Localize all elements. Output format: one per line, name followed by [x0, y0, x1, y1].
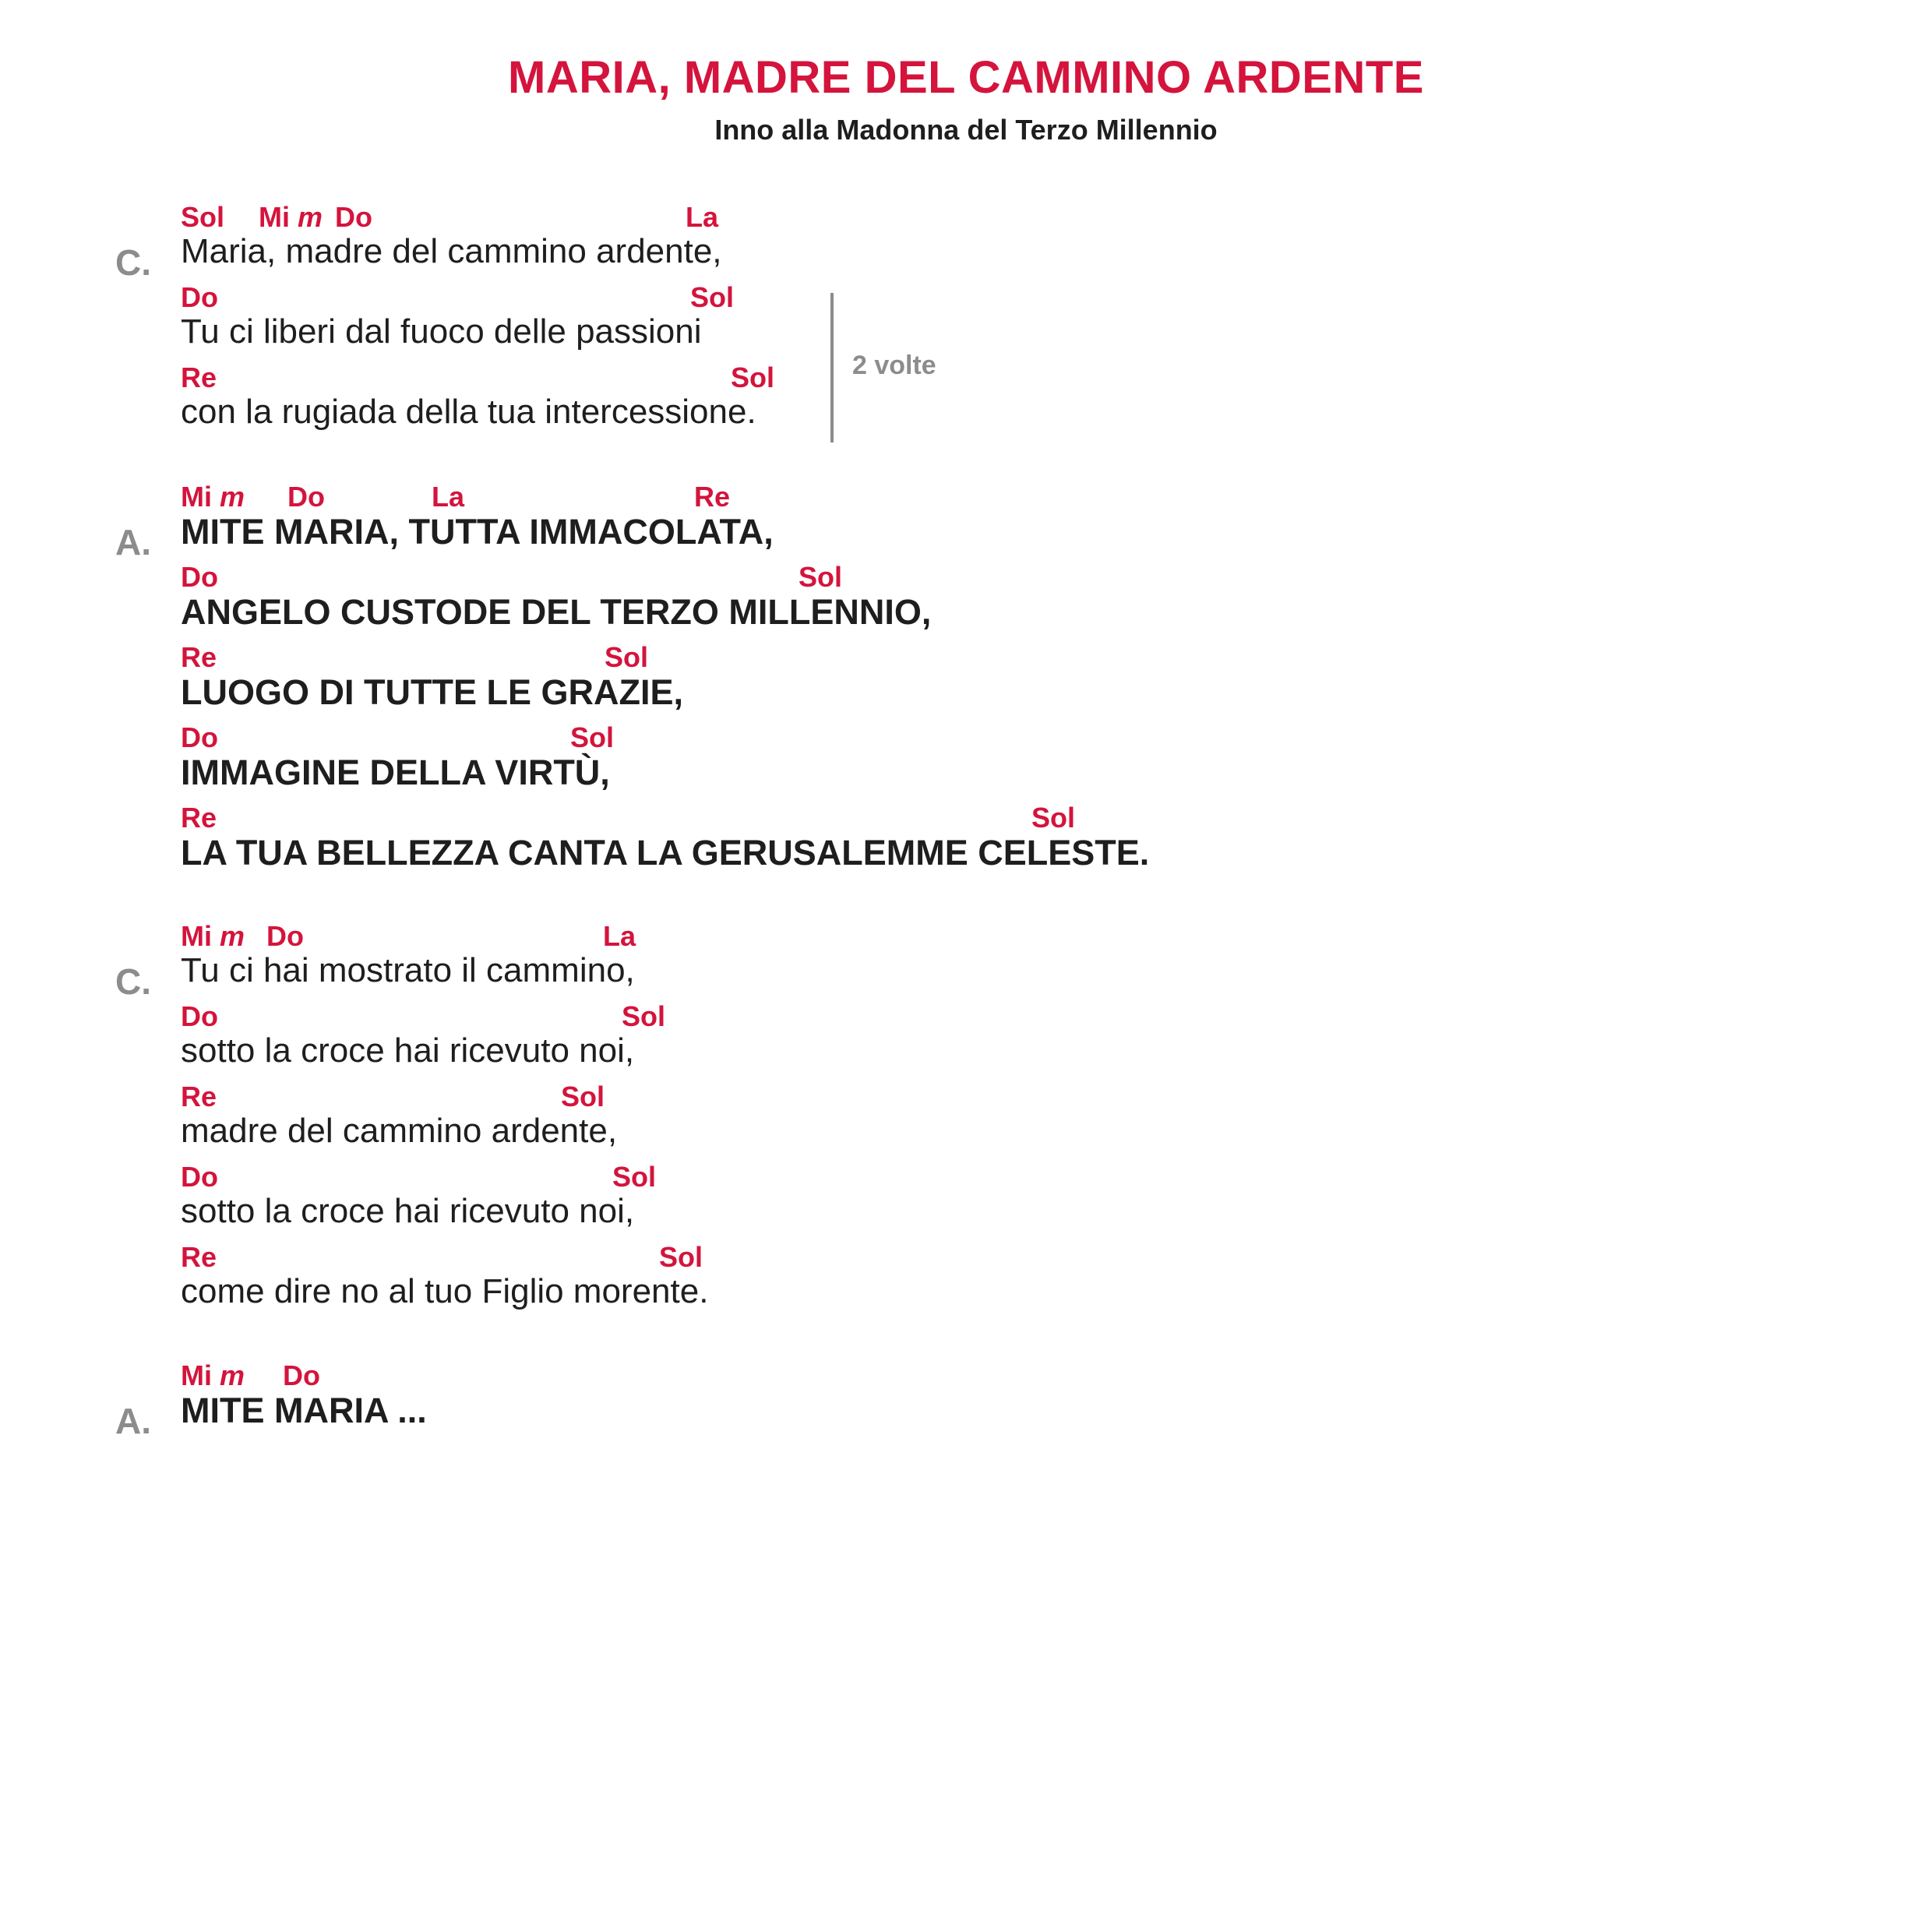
- chord-label: [622, 1000, 665, 1033]
- chord-label: [731, 361, 774, 394]
- chord-minor-suffix: m: [220, 920, 245, 952]
- lyric-line: [181, 481, 1817, 561]
- lyric-line: [181, 1000, 1817, 1081]
- chord-label: [181, 201, 224, 234]
- chord-label: [799, 561, 842, 594]
- chord-label: [1031, 802, 1075, 834]
- chord-root: Sol: [659, 1241, 703, 1273]
- chord-label: [181, 641, 217, 674]
- chord-label: [181, 361, 217, 394]
- chord-root: Do: [181, 561, 218, 593]
- chord-minor-suffix: m: [220, 1359, 245, 1391]
- lyric-line: [181, 561, 1817, 641]
- lyric-line: [181, 1081, 1817, 1161]
- chord-label: [181, 1000, 218, 1033]
- chord-root: Do: [181, 1000, 218, 1032]
- lyric-text: IMMAGINE DELLA VIRTÙ,: [181, 753, 610, 792]
- chord-root: Sol: [605, 641, 649, 673]
- lyric-line: [181, 361, 1817, 442]
- chord-root: Sol: [690, 281, 735, 313]
- lyric-line: [181, 1241, 1817, 1321]
- lyric-line: [181, 802, 1817, 882]
- chord-root: Mi: [181, 920, 212, 952]
- stanza-marker: A.: [115, 1401, 151, 1441]
- chord-root: Sol: [570, 721, 615, 753]
- chord-label: [181, 1241, 217, 1274]
- chord-label: [690, 281, 734, 314]
- chord-root: Do: [181, 1161, 218, 1193]
- lyric-text: sotto la croce hai ricevuto noi,: [181, 1192, 635, 1230]
- lyric-text: MITE MARIA ...: [181, 1391, 427, 1430]
- chord-root: Sol: [799, 561, 843, 593]
- stanza-marker: A.: [115, 522, 151, 562]
- repeat-label: 2 volte: [852, 351, 936, 380]
- chord-root: La: [432, 481, 465, 513]
- chord-root: Sol: [731, 361, 775, 393]
- song-title: MARIA, MADRE DEL CAMMINO ARDENTE: [508, 52, 1424, 103]
- chord-root: Re: [181, 361, 217, 393]
- chord-root: Do: [335, 201, 372, 233]
- lyric-text: Tu ci hai mostrato il cammino,: [181, 951, 635, 989]
- chord-root: Re: [181, 1241, 217, 1273]
- song-subtitle: Inno alla Madonna del Terzo Millennio: [714, 114, 1218, 146]
- chord-label: [694, 481, 730, 513]
- chord-label: [561, 1081, 605, 1113]
- chord-root: Re: [181, 1081, 217, 1112]
- chord-label: [686, 201, 718, 234]
- lyric-text: madre del cammino ardente,: [181, 1112, 618, 1150]
- chord-label: [287, 481, 325, 513]
- lyric-text: con la rugiada della tua intercessione.: [181, 393, 756, 431]
- chord-label: [181, 1081, 217, 1113]
- repeat-bracket: [830, 293, 834, 442]
- chord-root: Sol: [612, 1161, 657, 1193]
- chord-label: [181, 802, 217, 834]
- chord-label: [283, 1359, 320, 1392]
- chord-label: [432, 481, 464, 513]
- lyric-text: come dire no al tuo Figlio morente.: [181, 1272, 709, 1310]
- lyric-text: sotto la croce hai ricevuto noi,: [181, 1031, 635, 1070]
- lyric-line: [181, 721, 1817, 802]
- chord-root: Sol: [622, 1000, 666, 1032]
- stanza-marker: C.: [115, 961, 151, 1002]
- chord-label: [335, 201, 372, 234]
- chord-root: Re: [181, 802, 217, 834]
- lyric-line: [181, 281, 1817, 361]
- lyric-text: LUOGO DI TUTTE LE GRAZIE,: [181, 672, 683, 712]
- lyric-line: [181, 920, 1817, 1000]
- chord-label: [181, 920, 245, 953]
- lyric-text: ANGELO CUSTODE DEL TERZO MILLENNIO,: [181, 592, 932, 632]
- chord-label: [181, 561, 218, 594]
- chord-label: [612, 1161, 656, 1193]
- chord-label: [570, 721, 614, 754]
- chord-label: [603, 920, 636, 953]
- chord-label: [259, 201, 323, 234]
- chord-root: La: [603, 920, 636, 952]
- chord-root: La: [686, 201, 719, 233]
- lyric-text: MITE MARIA, TUTTA IMMACOLATA,: [181, 512, 774, 552]
- lyric-text: Tu ci liberi dal fuoco delle passioni: [181, 312, 702, 351]
- lyric-line: [181, 201, 1817, 281]
- chord-label: [659, 1241, 703, 1274]
- chord-label: [605, 641, 648, 674]
- chord-label: [181, 481, 245, 513]
- chord-label: [181, 721, 218, 754]
- chord-root: Do: [287, 481, 325, 513]
- chord-root: Mi: [259, 201, 290, 233]
- stanza-marker: C.: [115, 242, 151, 283]
- chord-root: Sol: [561, 1081, 605, 1112]
- chord-root: Sol: [181, 201, 225, 233]
- lyric-line: [181, 1161, 1817, 1241]
- chord-root: Do: [181, 281, 218, 313]
- chord-minor-suffix: m: [220, 481, 245, 513]
- chord-root: Sol: [1031, 802, 1076, 834]
- lyric-text: Maria, madre del cammino ardente,: [181, 232, 722, 270]
- chord-root: Re: [181, 641, 217, 673]
- lyric-text: LA TUA BELLEZZA CANTA LA GERUSALEMME CELESTE.: [181, 833, 1150, 873]
- lyric-line: [181, 1359, 1817, 1440]
- chord-root: Mi: [181, 1359, 212, 1391]
- lyric-line: [181, 641, 1817, 721]
- chord-root: Mi: [181, 481, 212, 513]
- chord-root: Do: [181, 721, 218, 753]
- chord-minor-suffix: m: [298, 201, 323, 233]
- chord-root: Do: [283, 1359, 320, 1391]
- chord-label: [181, 1161, 218, 1193]
- chord-label: [181, 281, 218, 314]
- chord-label: [266, 920, 304, 953]
- chord-root: Do: [266, 920, 304, 952]
- chord-root: Re: [694, 481, 731, 513]
- chord-label: [181, 1359, 245, 1392]
